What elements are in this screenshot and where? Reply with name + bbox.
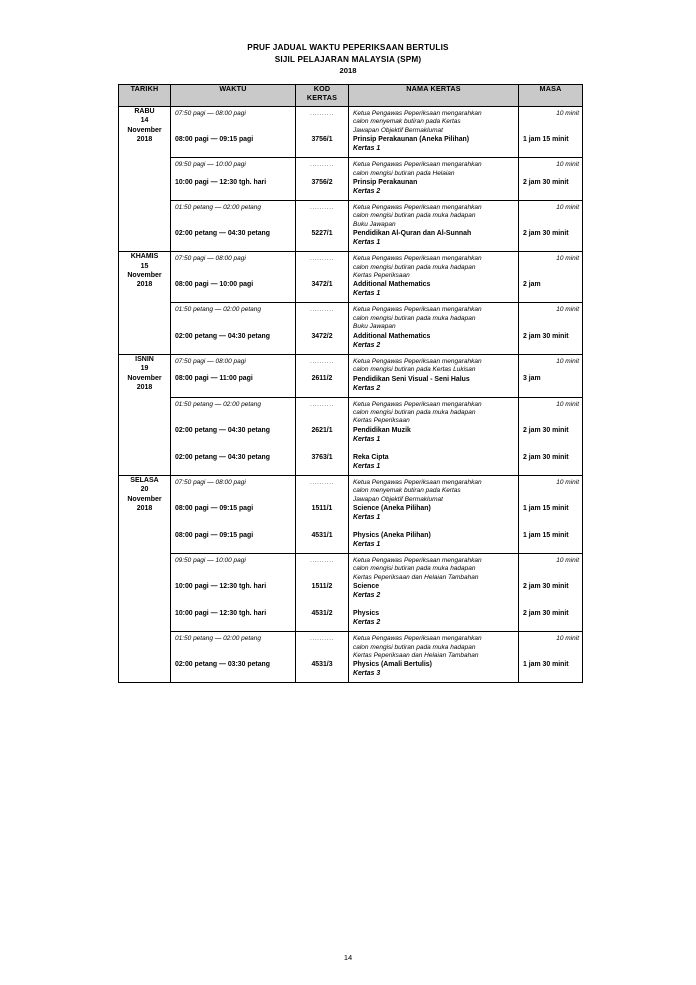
paper-gap — [523, 618, 579, 627]
time-spacer — [175, 170, 291, 178]
time-spacer — [175, 264, 291, 281]
paper-code-cell — [296, 476, 349, 553]
date-month-name: November — [127, 272, 162, 280]
duration-cell — [519, 355, 583, 397]
code-placeholder-dots: .......... — [309, 400, 335, 408]
paper-number-label: Kertas 3 — [353, 670, 381, 678]
paper-code-cell — [296, 632, 349, 682]
exam-duration: 1 jam 15 minit — [523, 531, 569, 539]
invigilator-instruction-line: calon mengisi butiran pada Kertas Lukisan — [353, 366, 476, 374]
session-time-cell — [171, 632, 296, 682]
paper-name-cell — [349, 303, 519, 353]
exam-duration: 2 jam 30 minit — [523, 583, 569, 591]
paper-gap — [175, 144, 291, 153]
session-block — [171, 252, 582, 303]
day-sessions — [171, 475, 583, 683]
exam-time: 02:00 petang — 04:30 petang — [175, 230, 270, 238]
paper-number-label: Kertas 2 — [353, 341, 381, 349]
invigilator-instruction-line: calon menyemak butiran pada Kertas — [353, 487, 461, 495]
paper-name-cell — [349, 107, 519, 157]
invigilator-instruction-line: calon menyemak butiran pada Kertas — [353, 118, 461, 126]
paper-number-label: Kertas 1 — [353, 540, 381, 548]
subject-name: Physics (Aneka Pilihan) — [353, 531, 431, 539]
preparation-duration: 10 minit — [556, 635, 579, 643]
code-spacer — [300, 487, 344, 504]
exam-duration: 3 jam — [523, 375, 541, 383]
paper-gap — [300, 591, 344, 600]
paper-code: 3763/1 — [311, 453, 333, 461]
document-title-line1: PRUF JADUAL WAKTU PEPERIKSAAN BERTULIS — [247, 43, 449, 52]
subject-name: Reka Cipta — [353, 453, 389, 461]
column-header-kod-line2: KERTAS — [306, 92, 338, 102]
session-time-cell — [171, 158, 296, 200]
paper-number-label: Kertas 1 — [353, 462, 381, 470]
paper-gap — [353, 444, 514, 453]
session-time-cell — [171, 476, 296, 553]
invigilator-instruction-line: Ketua Pengawas Peperiksaan mengarahkan — [353, 478, 482, 486]
invigilator-instruction-line: calon mengisi butiran pada muka hadapan — [353, 263, 476, 271]
code-placeholder-dots: .......... — [309, 110, 335, 117]
code-placeholder-dots: .......... — [309, 357, 335, 365]
date-month-name: November — [127, 495, 162, 503]
date-day-number: 14 — [140, 117, 149, 125]
paper-gap — [300, 513, 344, 522]
date-cell — [119, 252, 171, 354]
code-spacer — [300, 212, 344, 229]
session-block — [171, 355, 582, 398]
paper-code-cell — [296, 554, 349, 631]
duration-cell — [519, 158, 583, 200]
subject-name: Pendidikan Al-Quran dan Al-Sunnah — [353, 230, 472, 238]
paper-number-label: Kertas 1 — [353, 290, 381, 298]
exam-time: 02:00 petang — 04:30 petang — [175, 453, 270, 461]
column-header-nama-kertas: NAMA KERTAS — [349, 85, 519, 107]
exam-duration: 2 jam 30 minit — [523, 179, 569, 187]
preparation-time: 09:50 pagi — 10:00 pagi — [175, 556, 246, 564]
invigilator-instruction-line: calon mengisi butiran pada muka hadapan — [353, 643, 476, 651]
paper-name-cell — [349, 476, 519, 553]
paper-name-cell — [349, 554, 519, 631]
session-block — [171, 398, 582, 475]
exam-duration: 1 jam 30 minit — [523, 661, 569, 669]
paper-code: 3472/1 — [311, 281, 333, 289]
subject-name: Physics (Amali Bertulis) — [353, 661, 432, 669]
table-header — [119, 85, 583, 107]
date-year: 2018 — [136, 281, 153, 289]
preparation-time: 07:50 pagi — 08:00 pagi — [175, 357, 246, 365]
time-spacer — [175, 366, 291, 374]
session-block — [171, 158, 582, 201]
column-header-kod-kertas — [296, 85, 349, 107]
table-body — [119, 107, 583, 683]
invigilator-instruction-line: Ketua Pengawas Peperiksaan mengarahkan — [353, 357, 482, 365]
duration-spacer — [523, 565, 579, 582]
paper-gap — [353, 600, 514, 609]
date-cell — [119, 475, 171, 683]
invigilator-instruction-line: calon mengisi butiran pada muka hadapan — [353, 408, 476, 416]
session-time-cell — [171, 107, 296, 157]
exam-time: 10:00 pagi — 12:30 tgh. hari — [175, 179, 267, 187]
paper-gap — [523, 341, 579, 350]
invigilator-instruction-line: calon mengisi butiran pada muka hadapan — [353, 565, 476, 573]
invigilator-instruction-line: Kertas Peperiksaan — [353, 272, 410, 280]
subject-name: Additional Mathematics — [353, 332, 431, 340]
code-placeholder-dots: .......... — [309, 255, 335, 263]
session-block — [171, 476, 582, 554]
invigilator-instruction-line: calon mengisi butiran pada Helaian — [353, 169, 455, 177]
code-placeholder-dots: .......... — [309, 204, 335, 212]
preparation-duration: 10 minit — [556, 478, 579, 486]
duration-cell — [519, 303, 583, 353]
duration-spacer — [523, 212, 579, 229]
paper-gap — [523, 669, 579, 678]
paper-gap — [523, 600, 579, 609]
timetable-day-row — [119, 475, 583, 683]
paper-number-label: Kertas 1 — [353, 239, 381, 247]
paper-gap — [300, 600, 344, 609]
exam-time: 10:00 pagi — 12:30 tgh. hari — [175, 583, 267, 591]
session-block — [171, 107, 582, 158]
date-cell — [119, 354, 171, 475]
subject-name: Pendidikan Muzik — [353, 426, 411, 434]
paper-code-cell — [296, 303, 349, 353]
paper-code: 5227/1 — [311, 230, 333, 238]
preparation-time: 07:50 pagi — 08:00 pagi — [175, 110, 246, 117]
exam-time: 08:00 pagi — 09:15 pagi — [175, 531, 254, 539]
time-spacer — [175, 644, 291, 661]
time-spacer — [175, 315, 291, 332]
preparation-duration: 10 minit — [556, 110, 579, 117]
timetable-day-row — [119, 252, 583, 354]
paper-gap — [300, 540, 344, 549]
date-day-number: 20 — [140, 486, 149, 494]
paper-number-label: Kertas 2 — [353, 592, 381, 600]
invigilator-instruction-line: Ketua Pengawas Peperiksaan mengarahkan — [353, 110, 482, 117]
preparation-duration: 10 minit — [556, 255, 579, 263]
invigilator-instruction-line: Kertas Peperiksaan dan Helaian Tambahan — [353, 573, 479, 581]
invigilator-instruction-line: Ketua Pengawas Peperiksaan mengarahkan — [353, 161, 482, 169]
code-placeholder-dots: .......... — [309, 635, 335, 643]
paper-gap — [175, 187, 291, 196]
preparation-duration: 10 minit — [556, 400, 579, 408]
preparation-time: 01:50 petang — 02:00 petang — [175, 400, 262, 408]
duration-cell — [519, 476, 583, 553]
date-year: 2018 — [136, 136, 153, 144]
paper-name-cell — [349, 201, 519, 251]
paper-number-label: Kertas 1 — [353, 145, 381, 153]
duration-cell — [519, 554, 583, 631]
paper-gap — [175, 618, 291, 627]
preparation-time: 01:50 petang — 02:00 petang — [175, 635, 262, 643]
paper-code-cell — [296, 252, 349, 302]
paper-gap — [523, 187, 579, 196]
invigilator-instruction-line: Ketua Pengawas Peperiksaan mengarahkan — [353, 204, 482, 212]
paper-number-label: Kertas 1 — [353, 435, 381, 443]
preparation-duration: 10 minit — [556, 204, 579, 212]
invigilator-instruction-line: Kertas Peperiksaan dan Helaian Tambahan — [353, 651, 479, 659]
invigilator-instruction-line: Ketua Pengawas Peperiksaan mengarahkan — [353, 556, 482, 564]
timetable-day-row — [119, 107, 583, 252]
paper-name-cell — [349, 158, 519, 200]
date-day-name: KHAMIS — [130, 253, 159, 261]
exam-time: 02:00 petang — 03:30 petang — [175, 661, 270, 669]
paper-gap — [175, 289, 291, 298]
paper-gap — [300, 435, 344, 444]
paper-gap — [175, 669, 291, 678]
paper-gap — [300, 238, 344, 247]
duration-cell — [519, 632, 583, 682]
preparation-time: 07:50 pagi — 08:00 pagi — [175, 255, 246, 263]
invigilator-instruction-line: Ketua Pengawas Peperiksaan mengarahkan — [353, 635, 482, 643]
paper-code-cell — [296, 158, 349, 200]
exam-duration: 2 jam — [523, 281, 541, 289]
exam-time: 08:00 pagi — 10:00 pagi — [175, 281, 254, 289]
exam-time: 10:00 pagi — 12:30 tgh. hari — [175, 610, 267, 618]
time-spacer — [175, 487, 291, 504]
invigilator-instruction-line: calon mengisi butiran pada muka hadapan — [353, 212, 476, 220]
exam-time: 08:00 pagi — 11:00 pagi — [175, 375, 253, 383]
duration-cell — [519, 107, 583, 157]
paper-gap — [175, 383, 291, 392]
exam-time: 02:00 petang — 04:30 petang — [175, 332, 270, 340]
paper-gap — [523, 144, 579, 153]
subject-name: Additional Mathematics — [353, 281, 431, 289]
paper-gap — [175, 444, 291, 453]
paper-code-cell — [296, 355, 349, 397]
paper-number-label: Kertas 1 — [353, 513, 381, 521]
code-spacer — [300, 565, 344, 582]
invigilator-instruction-line: Ketua Pengawas Peperiksaan mengarahkan — [353, 255, 482, 263]
duration-spacer — [523, 644, 579, 661]
paper-gap — [175, 238, 291, 247]
paper-gap — [300, 669, 344, 678]
exam-duration: 2 jam 30 minit — [523, 453, 569, 461]
date-day-number: 19 — [140, 365, 149, 373]
paper-code: 4531/2 — [311, 610, 333, 618]
date-month-name: November — [127, 126, 162, 134]
paper-code-cell — [296, 201, 349, 251]
invigilator-instruction-line: Ketua Pengawas Peperiksaan mengarahkan — [353, 306, 482, 314]
duration-spacer — [523, 315, 579, 332]
paper-code: 2611/2 — [311, 375, 333, 383]
preparation-duration: 10 minit — [556, 556, 579, 564]
paper-gap — [175, 435, 291, 444]
code-spacer — [300, 170, 344, 178]
invigilator-instruction-line: Buku Jawapan — [353, 323, 396, 331]
preparation-duration: 10 minit — [556, 161, 579, 169]
paper-gap — [175, 513, 291, 522]
paper-code: 4531/3 — [311, 661, 333, 669]
code-spacer — [300, 315, 344, 332]
exam-timetable — [118, 84, 583, 683]
subject-name: Science (Aneka Pilihan) — [353, 504, 431, 512]
paper-code: 1511/2 — [311, 583, 333, 591]
date-cell — [119, 107, 171, 252]
invigilator-instruction-line: Buku Jawapan — [353, 220, 396, 228]
paper-gap — [523, 238, 579, 247]
session-time-cell — [171, 554, 296, 631]
timetable-day-row — [119, 354, 583, 475]
date-year: 2018 — [136, 383, 153, 391]
paper-gap — [300, 341, 344, 350]
subject-name: Science — [353, 583, 380, 591]
duration-spacer — [523, 264, 579, 281]
paper-gap — [523, 462, 579, 471]
preparation-time: 07:50 pagi — 08:00 pagi — [175, 478, 246, 486]
paper-gap — [175, 600, 291, 609]
duration-spacer — [523, 366, 579, 374]
paper-gap — [523, 383, 579, 392]
exam-time: 08:00 pagi — 09:15 pagi — [175, 136, 254, 144]
subject-name: Prinsip Perakaunan — [353, 179, 418, 187]
duration-cell — [519, 252, 583, 302]
paper-gap — [175, 522, 291, 531]
date-day-number: 15 — [140, 262, 149, 270]
time-spacer — [175, 118, 291, 135]
session-time-cell — [171, 303, 296, 353]
column-header-kod-line1: KOD — [313, 84, 331, 93]
paper-gap — [300, 462, 344, 471]
header-row — [119, 85, 583, 107]
code-spacer — [300, 118, 344, 135]
document-year: 2018 — [339, 66, 357, 76]
date-year: 2018 — [136, 504, 153, 512]
paper-gap — [523, 591, 579, 600]
exam-duration: 2 jam 30 minit — [523, 332, 569, 340]
paper-gap — [175, 341, 291, 350]
session-block — [171, 632, 582, 682]
exam-duration: 1 jam 15 minit — [523, 504, 569, 512]
preparation-time: 01:50 petang — 02:00 petang — [175, 204, 262, 212]
session-block — [171, 201, 582, 251]
paper-number-label: Kertas 2 — [353, 619, 381, 627]
preparation-time: 01:50 petang — 02:00 petang — [175, 306, 262, 314]
paper-code-cell — [296, 398, 349, 475]
invigilator-instruction-line: calon mengisi butiran pada muka hadapan — [353, 314, 476, 322]
code-placeholder-dots: .......... — [309, 161, 335, 169]
session-block — [171, 554, 582, 632]
paper-gap — [300, 522, 344, 531]
preparation-time: 09:50 pagi — 10:00 pagi — [175, 161, 246, 169]
paper-code: 4531/1 — [311, 531, 333, 539]
paper-code: 3472/2 — [311, 332, 333, 340]
document-title-line2: SIJIL PELAJARAN MALAYSIA (SPM) — [274, 54, 422, 64]
exam-duration: 2 jam 30 minit — [523, 426, 569, 434]
paper-gap — [353, 522, 514, 531]
code-spacer — [300, 264, 344, 281]
paper-name-cell — [349, 252, 519, 302]
paper-gap — [175, 462, 291, 471]
paper-gap — [523, 289, 579, 298]
paper-gap — [300, 187, 344, 196]
invigilator-instruction-line: Kertas Peperiksaan — [353, 417, 410, 425]
paper-gap — [523, 435, 579, 444]
paper-name-cell — [349, 398, 519, 475]
session-time-cell — [171, 355, 296, 397]
paper-gap — [523, 444, 579, 453]
time-spacer — [175, 565, 291, 582]
duration-cell — [519, 201, 583, 251]
invigilator-instruction-line: Jawapan Objektif Bermaklumat — [353, 495, 443, 503]
column-header-masa: MASA — [519, 85, 583, 107]
paper-number-label: Kertas 2 — [353, 188, 381, 196]
exam-time: 08:00 pagi — 09:15 pagi — [175, 504, 254, 512]
document-header — [0, 42, 696, 77]
page-number: 14 — [343, 953, 353, 962]
time-spacer — [175, 409, 291, 426]
session-block — [171, 303, 582, 353]
paper-number-label: Kertas 2 — [353, 384, 381, 392]
paper-gap — [523, 513, 579, 522]
code-placeholder-dots: .......... — [309, 306, 335, 314]
date-day-name: RABU — [134, 108, 155, 115]
duration-spacer — [523, 118, 579, 135]
duration-spacer — [523, 409, 579, 426]
paper-code: 3756/2 — [311, 179, 333, 187]
date-day-name: SELASA — [130, 476, 159, 484]
preparation-duration: 10 minit — [556, 306, 579, 314]
paper-gap — [300, 383, 344, 392]
paper-gap — [300, 144, 344, 153]
paper-gap — [175, 540, 291, 549]
paper-gap — [175, 591, 291, 600]
duration-cell — [519, 398, 583, 475]
subject-name: Pendidikan Seni Visual - Seni Halus — [353, 375, 470, 383]
exam-time: 02:00 petang — 04:30 petang — [175, 426, 270, 434]
duration-spacer — [523, 487, 579, 504]
code-placeholder-dots: .......... — [309, 478, 335, 486]
paper-code: 3756/1 — [311, 136, 333, 144]
code-spacer — [300, 366, 344, 374]
column-header-waktu: WAKTU — [171, 85, 296, 107]
code-spacer — [300, 644, 344, 661]
exam-duration: 1 jam 15 minit — [523, 136, 569, 144]
paper-code: 2621/1 — [311, 426, 333, 434]
invigilator-instruction-line: Ketua Pengawas Peperiksaan mengarahkan — [353, 400, 482, 408]
exam-duration: 2 jam 30 minit — [523, 230, 569, 238]
preparation-duration: 10 minit — [556, 357, 579, 365]
session-time-cell — [171, 398, 296, 475]
code-spacer — [300, 409, 344, 426]
paper-gap — [523, 522, 579, 531]
duration-spacer — [523, 170, 579, 178]
paper-name-cell — [349, 355, 519, 397]
day-sessions — [171, 354, 583, 475]
session-time-cell — [171, 201, 296, 251]
subject-name: Prinsip Perakaunan (Aneka Pilihan) — [353, 136, 470, 144]
day-sessions — [171, 252, 583, 354]
column-header-tarikh: TARIKH — [119, 85, 171, 107]
invigilator-instruction-line: Jawapan Objektif Bermaklumat — [353, 126, 443, 134]
code-placeholder-dots: .......... — [309, 556, 335, 564]
paper-code-cell — [296, 107, 349, 157]
session-time-cell — [171, 252, 296, 302]
paper-gap — [523, 540, 579, 549]
subject-name: Physics — [353, 610, 380, 618]
paper-gap — [300, 444, 344, 453]
paper-name-cell — [349, 632, 519, 682]
paper-gap — [300, 289, 344, 298]
exam-duration: 2 jam 30 minit — [523, 610, 569, 618]
date-month-name: November — [127, 374, 162, 382]
paper-code: 1511/1 — [311, 504, 333, 512]
paper-gap — [300, 618, 344, 627]
date-day-name: ISNIN — [135, 355, 154, 363]
day-sessions — [171, 107, 583, 252]
time-spacer — [175, 212, 291, 229]
